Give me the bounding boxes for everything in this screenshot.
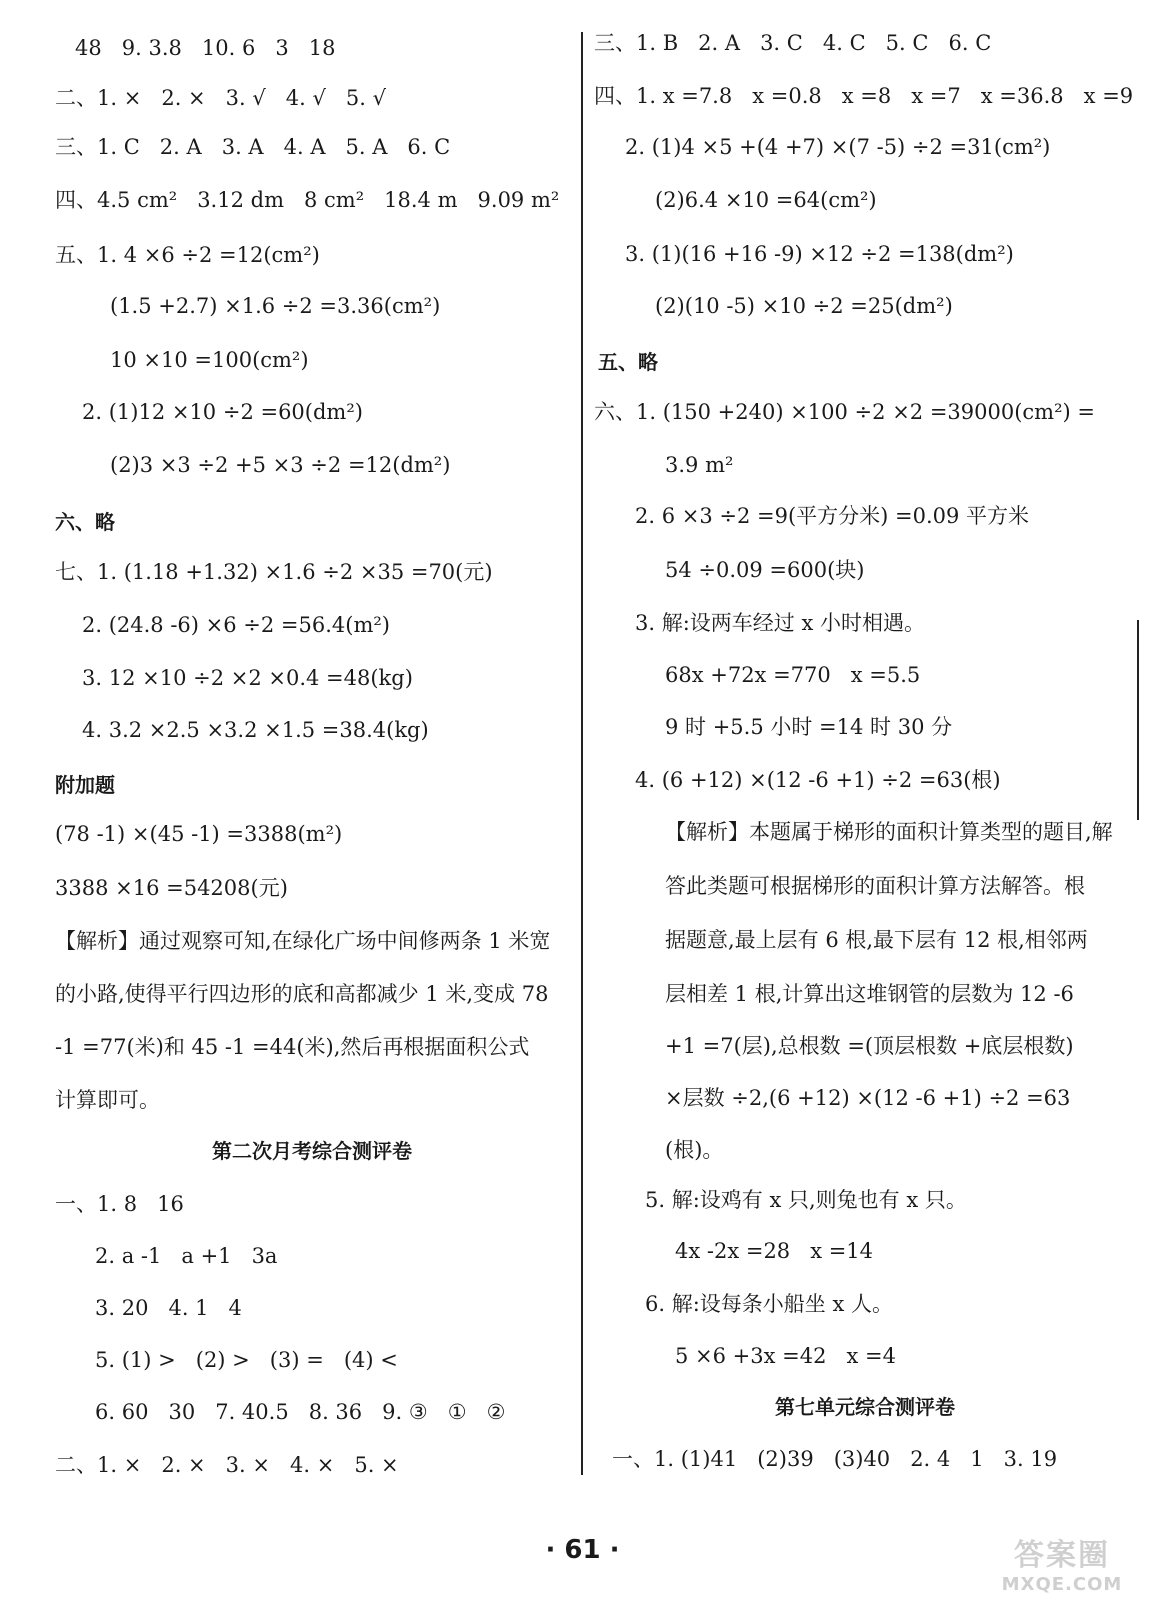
answer-line: 5. (1) > (2) > (3) = (4) < xyxy=(95,1348,398,1372)
answer-line: 六、1. (150 +240) ×100 ÷2 ×2 =39000(cm²) = xyxy=(594,400,1095,424)
answer-line: 2. (24.8 -6) ×6 ÷2 =56.4(m²) xyxy=(82,613,390,637)
watermark-text: 答案圈 xyxy=(1014,1537,1110,1573)
answer-line: 5 ×6 +3x =42 x =4 xyxy=(675,1344,896,1368)
answer-line: 10 ×10 =100(cm²) xyxy=(110,348,309,372)
answer-line: 3. 解:设两车经过 x 小时相遇。 xyxy=(635,611,925,635)
answer-line: 3.9 m² xyxy=(665,453,734,477)
edge-mark xyxy=(1137,620,1139,820)
section-heading: 六、略 xyxy=(55,510,115,534)
answer-line: 2. 6 ×3 ÷2 =9(平方分米) =0.09 平方米 xyxy=(635,504,1030,528)
answer-line: (2)(10 -5) ×10 ÷2 =25(dm²) xyxy=(655,294,953,318)
analysis-line: 答此类题可根据梯形的面积计算方法解答。根 xyxy=(665,874,1085,898)
answer-line: (78 -1) ×(45 -1) =3388(m²) xyxy=(55,822,343,846)
watermark-url: MXQE.COM xyxy=(1001,1573,1123,1595)
answer-line: 3. 12 ×10 ÷2 ×2 ×0.4 =48(kg) xyxy=(82,666,413,690)
page-number: · 61 · xyxy=(545,1535,620,1565)
answer-line: 4x -2x =28 x =14 xyxy=(675,1239,874,1263)
answer-line: (2)3 ×3 ÷2 +5 ×3 ÷2 =12(dm²) xyxy=(110,453,451,477)
answer-line: 三、1. C 2. A 3. A 4. A 5. A 6. C xyxy=(55,135,451,159)
analysis-line: -1 =77(米)和 45 -1 =44(米),然后再根据面积公式 xyxy=(55,1035,530,1059)
answer-line: (1.5 +2.7) ×1.6 ÷2 =3.36(cm²) xyxy=(110,294,441,318)
answer-line: 3. (1)(16 +16 -9) ×12 ÷2 =138(dm²) xyxy=(625,242,1014,266)
answer-line: 4. (6 +12) ×(12 -6 +1) ÷2 =63(根) xyxy=(635,768,1001,792)
column-divider xyxy=(581,32,583,1475)
answer-line: 3388 ×16 =54208(元) xyxy=(55,876,288,900)
watermark-logo xyxy=(977,1532,1147,1595)
answer-line: 2. a -1 a +1 3a xyxy=(95,1244,278,1268)
answer-line: 一、1. (1)41 (2)39 (3)40 2. 4 1 3. 19 xyxy=(612,1447,1058,1471)
analysis-line: 计算即可。 xyxy=(55,1088,160,1112)
section-heading: 附加题 xyxy=(55,773,115,797)
answer-line: 4. 3.2 ×2.5 ×3.2 ×1.5 =38.4(kg) xyxy=(82,718,429,742)
answer-line: 七、1. (1.18 +1.32) ×1.6 ÷2 ×35 =70(元) xyxy=(55,560,493,584)
section-title: 第二次月考综合测评卷 xyxy=(212,1139,412,1163)
answer-line: 四、4.5 cm² 3.12 dm 8 cm² 18.4 m 9.09 m² xyxy=(55,188,560,212)
answer-line: 五、1. 4 ×6 ÷2 =12(cm²) xyxy=(55,243,320,267)
answer-line: (2)6.4 ×10 =64(cm²) xyxy=(655,188,877,212)
answer-line: 5. 解:设鸡有 x 只,则兔也有 x 只。 xyxy=(645,1188,967,1212)
analysis-line: 【解析】本题属于梯形的面积计算类型的题目,解 xyxy=(665,820,1113,844)
answer-line: 6. 60 30 7. 40.5 8. 36 9. ③ ① ② xyxy=(95,1400,506,1424)
answer-line: 2. (1)4 ×5 +(4 +7) ×(7 -5) ÷2 =31(cm²) xyxy=(625,135,1051,159)
analysis-line: 据题意,最上层有 6 根,最下层有 12 根,相邻两 xyxy=(665,928,1088,952)
answer-line: 二、1. × 2. × 3. √ 4. √ 5. √ xyxy=(55,86,386,110)
answer-line: 6. 解:设每条小船坐 x 人。 xyxy=(645,1292,893,1316)
answer-line: 48 9. 3.8 10. 6 3 18 xyxy=(75,36,336,60)
answer-line: 三、1. B 2. A 3. C 4. C 5. C 6. C xyxy=(594,31,992,55)
analysis-line: 的小路,使得平行四边形的底和高都减少 1 米,变成 78 xyxy=(55,982,549,1006)
answer-line: 3. 20 4. 1 4 xyxy=(95,1296,242,1320)
answer-line: 2. (1)12 ×10 ÷2 =60(dm²) xyxy=(82,400,363,424)
section-heading: 五、略 xyxy=(598,350,658,374)
answer-line: 四、1. x =7.8 x =0.8 x =8 x =7 x =36.8 x =9 xyxy=(594,84,1134,108)
answer-line: 一、1. 8 16 xyxy=(55,1192,184,1216)
analysis-line: 层相差 1 根,计算出这堆钢管的层数为 12 -6 xyxy=(665,982,1074,1006)
answer-line: 54 ÷0.09 =600(块) xyxy=(665,558,865,582)
analysis-line: ×层数 ÷2,(6 +12) ×(12 -6 +1) ÷2 =63 xyxy=(665,1086,1071,1110)
answer-line: 68x +72x =770 x =5.5 xyxy=(665,663,921,687)
answer-line: 二、1. × 2. × 3. × 4. × 5. × xyxy=(55,1453,399,1477)
analysis-line: 【解析】通过观察可知,在绿化广场中间修两条 1 米宽 xyxy=(55,929,551,953)
analysis-line: +1 =7(层),总根数 =(顶层根数 +底层根数) xyxy=(665,1034,1074,1058)
section-title: 第七单元综合测评卷 xyxy=(775,1395,955,1419)
analysis-line: (根)。 xyxy=(665,1138,724,1162)
answer-line: 9 时 +5.5 小时 =14 时 30 分 xyxy=(665,715,953,739)
